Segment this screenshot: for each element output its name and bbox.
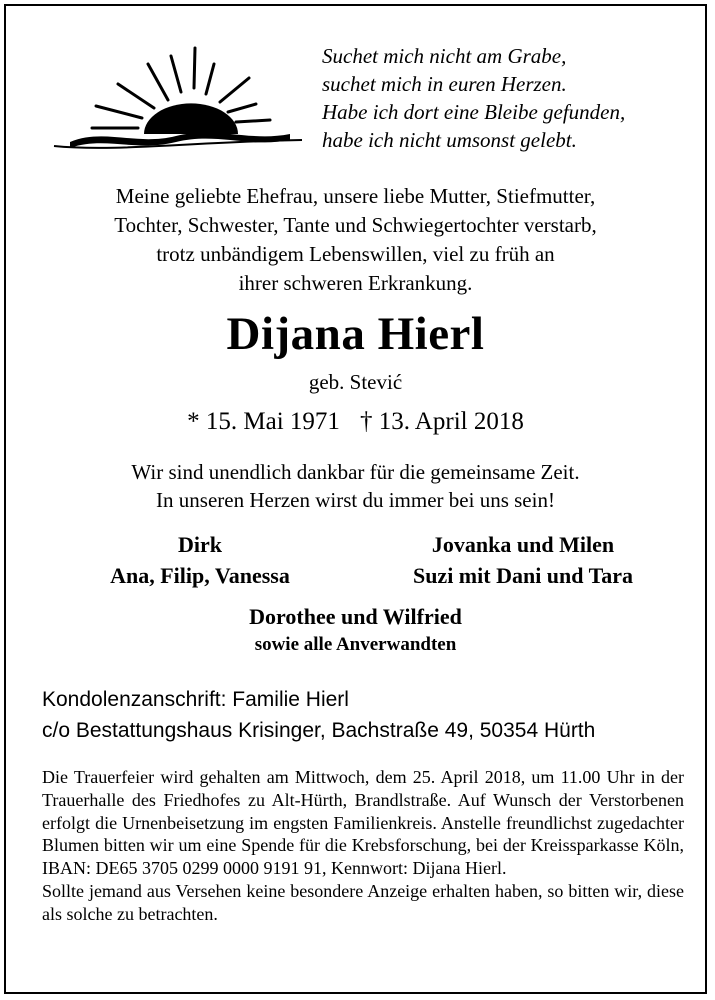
- intro-text: [6, 182, 705, 298]
- birth-name: geb. Stević: [308, 370, 403, 394]
- poem-line: suchet mich in euren Herzen.: [322, 72, 567, 96]
- mourners-left: [50, 529, 350, 591]
- setting-sun-icon: [44, 42, 314, 152]
- poem-line: Habe ich dort eine Bleibe gefunden,: [322, 100, 626, 124]
- poem-line: habe ich nicht umsonst gelebt.: [322, 128, 577, 152]
- relatives-line: sowie alle Anverwandten: [254, 634, 457, 655]
- mourners-center: [6, 602, 705, 658]
- intro-line: trotz unbändigem Lebenswillen, viel zu früh an: [156, 242, 555, 266]
- mourner-line: Dirk: [178, 532, 222, 557]
- life-dates: [6, 406, 705, 438]
- mourner-line: Dorothee und Wilfried: [249, 604, 462, 629]
- condolence-line: Kondolenzanschrift: Familie Hierl: [42, 688, 349, 711]
- info-paragraph: Die Trauerfeier wird gehalten am Mittwoch, dem 25. April 2018, um 11.00 Uhr in der Trauerhalle des Friedhofes zu Alt-Hürth, Brandlstraße. Auf Wunsch der Verstorbenen erfolgt die Urnenbeisetzung im engsten Familienkreis. Anstelle freundlichst zugedachter Blumen bitten wir um eine Spende für die Krebsforschung, bei der Kreissparkasse Köln, IBAN: DE65 3705 0299 0000 9191 91, Kennwort: Dijana Hierl.: [42, 767, 684, 879]
- mourner-line: Ana, Filip, Vanessa: [110, 563, 290, 588]
- intro-line: Meine geliebte Ehefrau, unsere liebe Mutter, Stiefmutter,: [115, 184, 596, 208]
- obituary-notice: [4, 4, 707, 994]
- poem-line: Suchet mich nicht am Grabe,: [322, 44, 567, 68]
- condolence-line: c/o Bestattungshaus Krisinger, Bachstraße 49, 50354 Hürth: [42, 719, 596, 742]
- info-paragraph: Sollte jemand aus Versehen keine besondere Anzeige erhalten haben, so bitten wir, diese als solche zu betrachten.: [42, 880, 684, 924]
- death-date: † 13. April 2018: [359, 408, 524, 435]
- mourner-line: Jovanka und Milen: [431, 532, 615, 557]
- thanks-line: In unseren Herzen wirst du immer bei uns sein!: [156, 488, 555, 512]
- intro-line: Tochter, Schwester, Tante und Schwiegertochter verstarb,: [114, 213, 597, 237]
- thanks-text: [6, 458, 705, 514]
- mourners-right: [373, 529, 673, 591]
- deceased-name: Dijana Hierl: [226, 308, 485, 360]
- intro-line: ihrer schweren Erkrankung.: [238, 271, 473, 295]
- mourner-line: Suzi mit Dani und Tara: [412, 563, 634, 588]
- birth-date: * 15. Mai 1971: [187, 408, 340, 435]
- condolence-address: [42, 684, 702, 746]
- thanks-line: Wir sind unendlich dankbar für die gemeinsame Zeit.: [131, 460, 580, 484]
- poem: [322, 42, 702, 154]
- funeral-info: [42, 766, 684, 926]
